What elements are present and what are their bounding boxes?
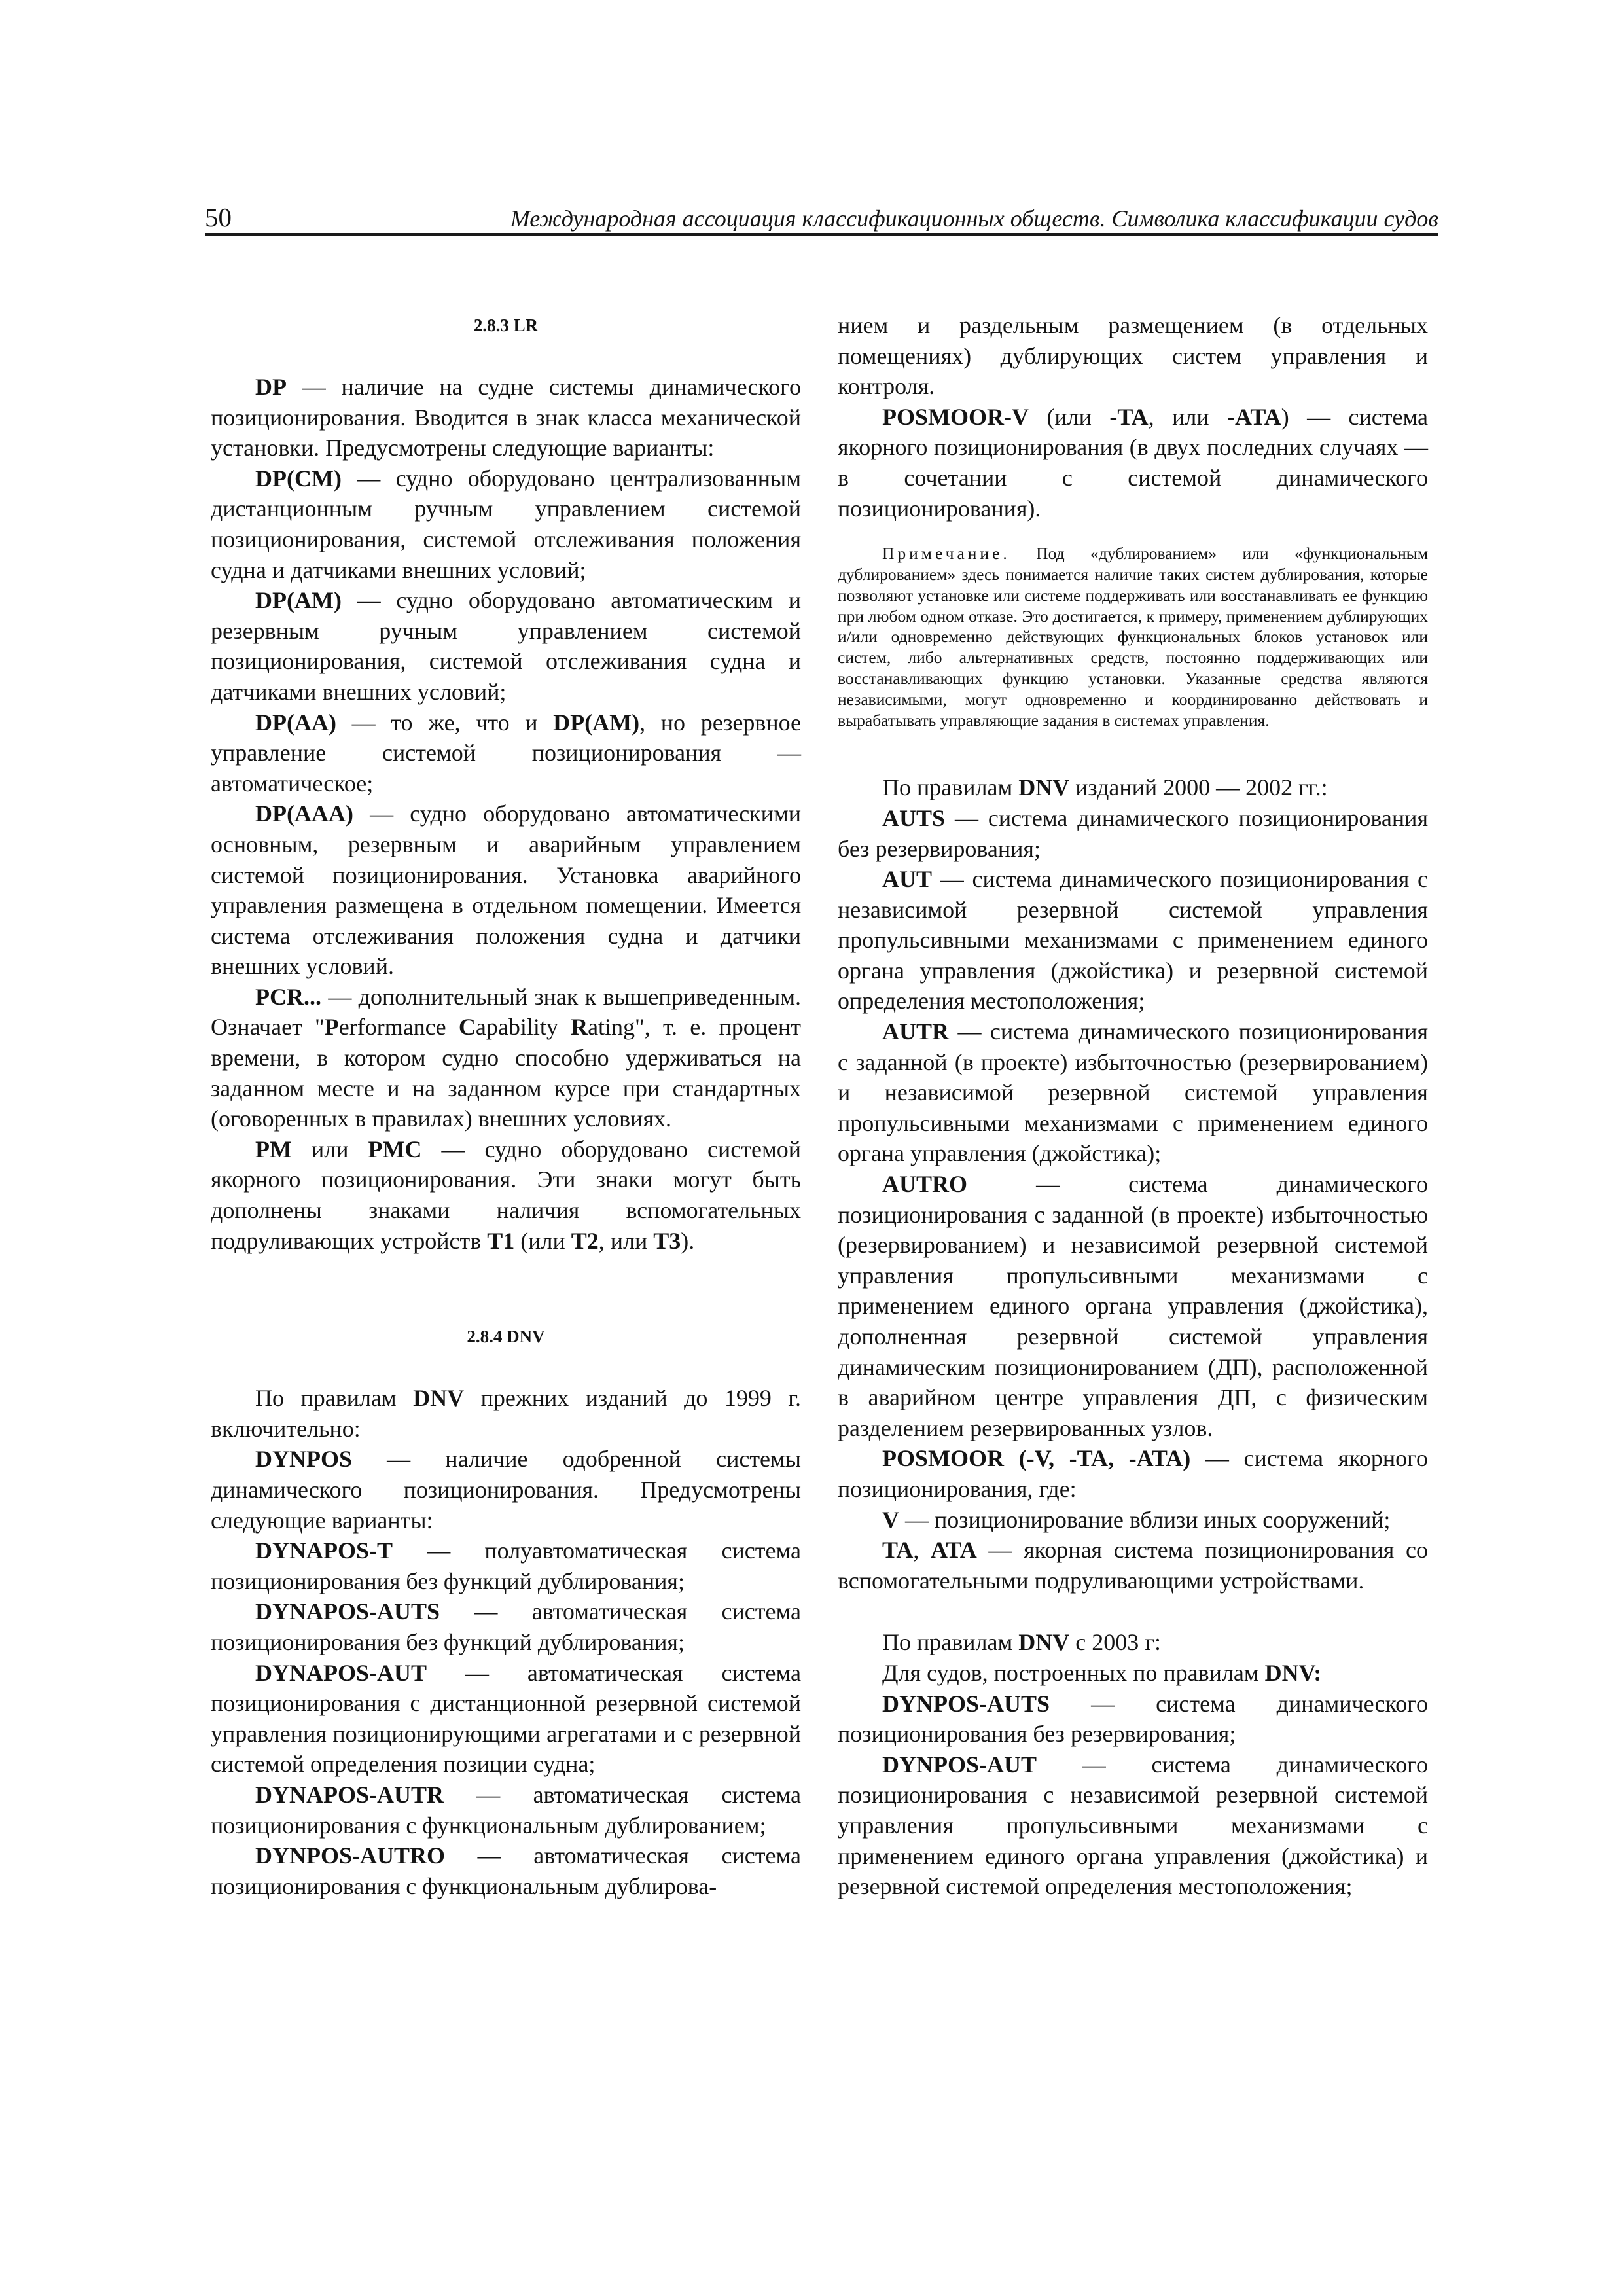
paragraph-dp: DP — наличие на судне системы динамического позиционирования. Вводится в знак класса механической установки. Предусмотрены следующие варианты: xyxy=(211,374,801,461)
paragraph-pcr: PCR... — дополнительный знак к вышеприведенным. Означает "Performance Capability Rating", т. е. процент времени, в котором судно способно удерживаться на заданном месте и на заданном курсе при стандартных (оговоренных в правилах) внешних условиях. xyxy=(211,983,801,1132)
running-title: Международная ассоциация классификационных обществ. Символика классификации судов xyxy=(510,206,1438,232)
note-label: Примечание. xyxy=(882,544,1010,564)
paragraph-dynpos: DYNPOS — наличие одобренной системы динамического позиционирования. Предусмотрены следующие варианты: xyxy=(211,1446,801,1534)
paragraph-autr: AUTR — система динамического позиционирования с заданной (в проекте) избыточностью (резервированием) и независимой резервной системой управления пропульсивными механизмами с применением единого органа управления (джойстика); xyxy=(838,1018,1428,1167)
paragraph-aut: AUT — система динамического позиционирования с независимой резервной системой управления пропульсивными механизмами с применением единого органа управления (джойстика) и резервной системой определения местоположения; xyxy=(838,866,1428,1014)
section-heading-dnv: 2.8.4 DNV xyxy=(467,1327,545,1347)
paragraph-auts: AUTS — система динамического позиционирования без резервирования; xyxy=(838,804,1428,862)
section-heading-lr: 2.8.3 LR xyxy=(473,315,539,335)
right-column xyxy=(838,310,1428,1902)
paragraph-dynpos-autro: DYNPOS-AUTRO — автоматическая система позиционирования с функциональным дублирова- xyxy=(211,1842,801,1899)
paragraph-v: V — позиционирование вблизи иных сооружений; xyxy=(882,1506,1391,1533)
paragraph-dp-aa: DP(AA) — то же, что и DP(AM), но резервное управление системой позиционирования — автоматическое; xyxy=(211,709,801,797)
paragraph-ta-ata: TA, ATA — якорная система позиционирования со вспомогательными подруливающими устройствами. xyxy=(838,1537,1428,1594)
paragraph-dnv-2000-2002: По правилам DNV изданий 2000 — 2002 гг.: xyxy=(882,774,1328,801)
left-column xyxy=(211,310,801,1901)
paragraph-vessels-dnv: Для судов, построенных по правилам DNV: xyxy=(882,1659,1322,1686)
page-header xyxy=(205,202,1438,236)
paragraph-dnv-2003: По правилам DNV с 2003 г: xyxy=(882,1629,1161,1656)
paragraph-dp-am: DP(AM) — судно оборудовано автоматическим и резервным ручным управлением системой позиционирования, системой отслеживания судна и датчиками внешних условий; xyxy=(211,587,801,705)
paragraph-dynpos-auts: DYNPOS-AUTS — система динамического позиционирования без резервирования; xyxy=(838,1690,1428,1748)
paragraph-pm-pmc: PM или PMC — судно оборудовано системой якорного позиционирования. Эти знаки могут быть дополнены знаками наличия вспомогательных подруливающих устройств T1 (или T2, или T3). xyxy=(211,1136,801,1254)
paragraph-posmoor: POSMOOR (-V, -TA, -ATA) — система якорного позиционирования, где: xyxy=(838,1445,1428,1502)
paragraph-dynapos-aut: DYNAPOS-AUT — автоматическая система позиционирования с дистанционной резервной системой управления позиционирующими агрегатами и с резервной системой определения позиции судна; xyxy=(211,1659,801,1778)
paragraph-dynapos-auts: DYNAPOS-AUTS — автоматическая система позиционирования без функций дублирования; xyxy=(211,1598,801,1655)
paragraph-dynapos-autr: DYNAPOS-AUTR — автоматическая система позиционирования с функциональным дублированием; xyxy=(211,1781,801,1839)
paragraph-dynapos-t: DYNAPOS-T — полуавтоматическая система позиционирования без функций дублирования; xyxy=(211,1537,801,1594)
paragraph-dp-aaa: DP(AAA) — судно оборудовано автоматическими основным, резервным и аварийным управлением системой позиционирования. Установка аварийного управления размещена в отдельном помещении. Имеется система отслеживания положения судна и датчики внешних условий. xyxy=(211,800,801,980)
paragraph-autro: AUTRO — система динамического позиционирования с заданной (в проекте) избыточностью (резервированием) и независимой резервной системой управления пропульсивными механизмами с применением единого органа управления (джойстика), дополненная резервной системой управления динамическим позиционированием (ДП), расположенной в аварийном центре управления ДП, с физическим разделением резервированных узлов. xyxy=(838,1171,1428,1441)
note-paragraph: Примечание. Под «дублированием» или «функциональным дублированием» здесь понимается наличие таких систем дублирования, которые позволяют установке или системе поддерживать или восстанавливать ее функцию при любом одном отказе. Это достигается, к примеру, применением дублирующих и/или одновременно действующих функциональных блоков установок или систем, либо альтернативных средств, постоянно поддерживающих или восстанавливающих функцию установки. Указанные средства являются независимыми, могут одновременно и координированно действовать и вырабатывать управляющие задания в системах управления. xyxy=(838,544,1428,730)
paragraph-continuation: нием и раздельным размещением (в отдельных помещениях) дублирующих систем управления и контроля. xyxy=(838,312,1428,400)
paragraph-dynpos-aut: DYNPOS-AUT — система динамического позиционирования с независимой резервной системой управления пропульсивными механизмами с применением единого органа управления (джойстика) и резервной системой определения местоположения; xyxy=(838,1751,1428,1900)
paragraph-posmoor-v: POSMOOR-V (или -TA, или -ATA) — система якорного позиционирования (в двух последних случаях — в сочетании с системой динамического позиционирования). xyxy=(838,403,1429,522)
paragraph-dnv-pre1999: По правилам DNV прежних изданий до 1999 г. включительно: xyxy=(211,1385,801,1442)
paragraph-dp-cm: DP(CM) — судно оборудовано централизованным дистанционным ручным управлением системой позиционирования, системой отслеживания положения судна и датчиками внешних условий; xyxy=(211,465,801,583)
page-number: 50 xyxy=(205,202,232,232)
